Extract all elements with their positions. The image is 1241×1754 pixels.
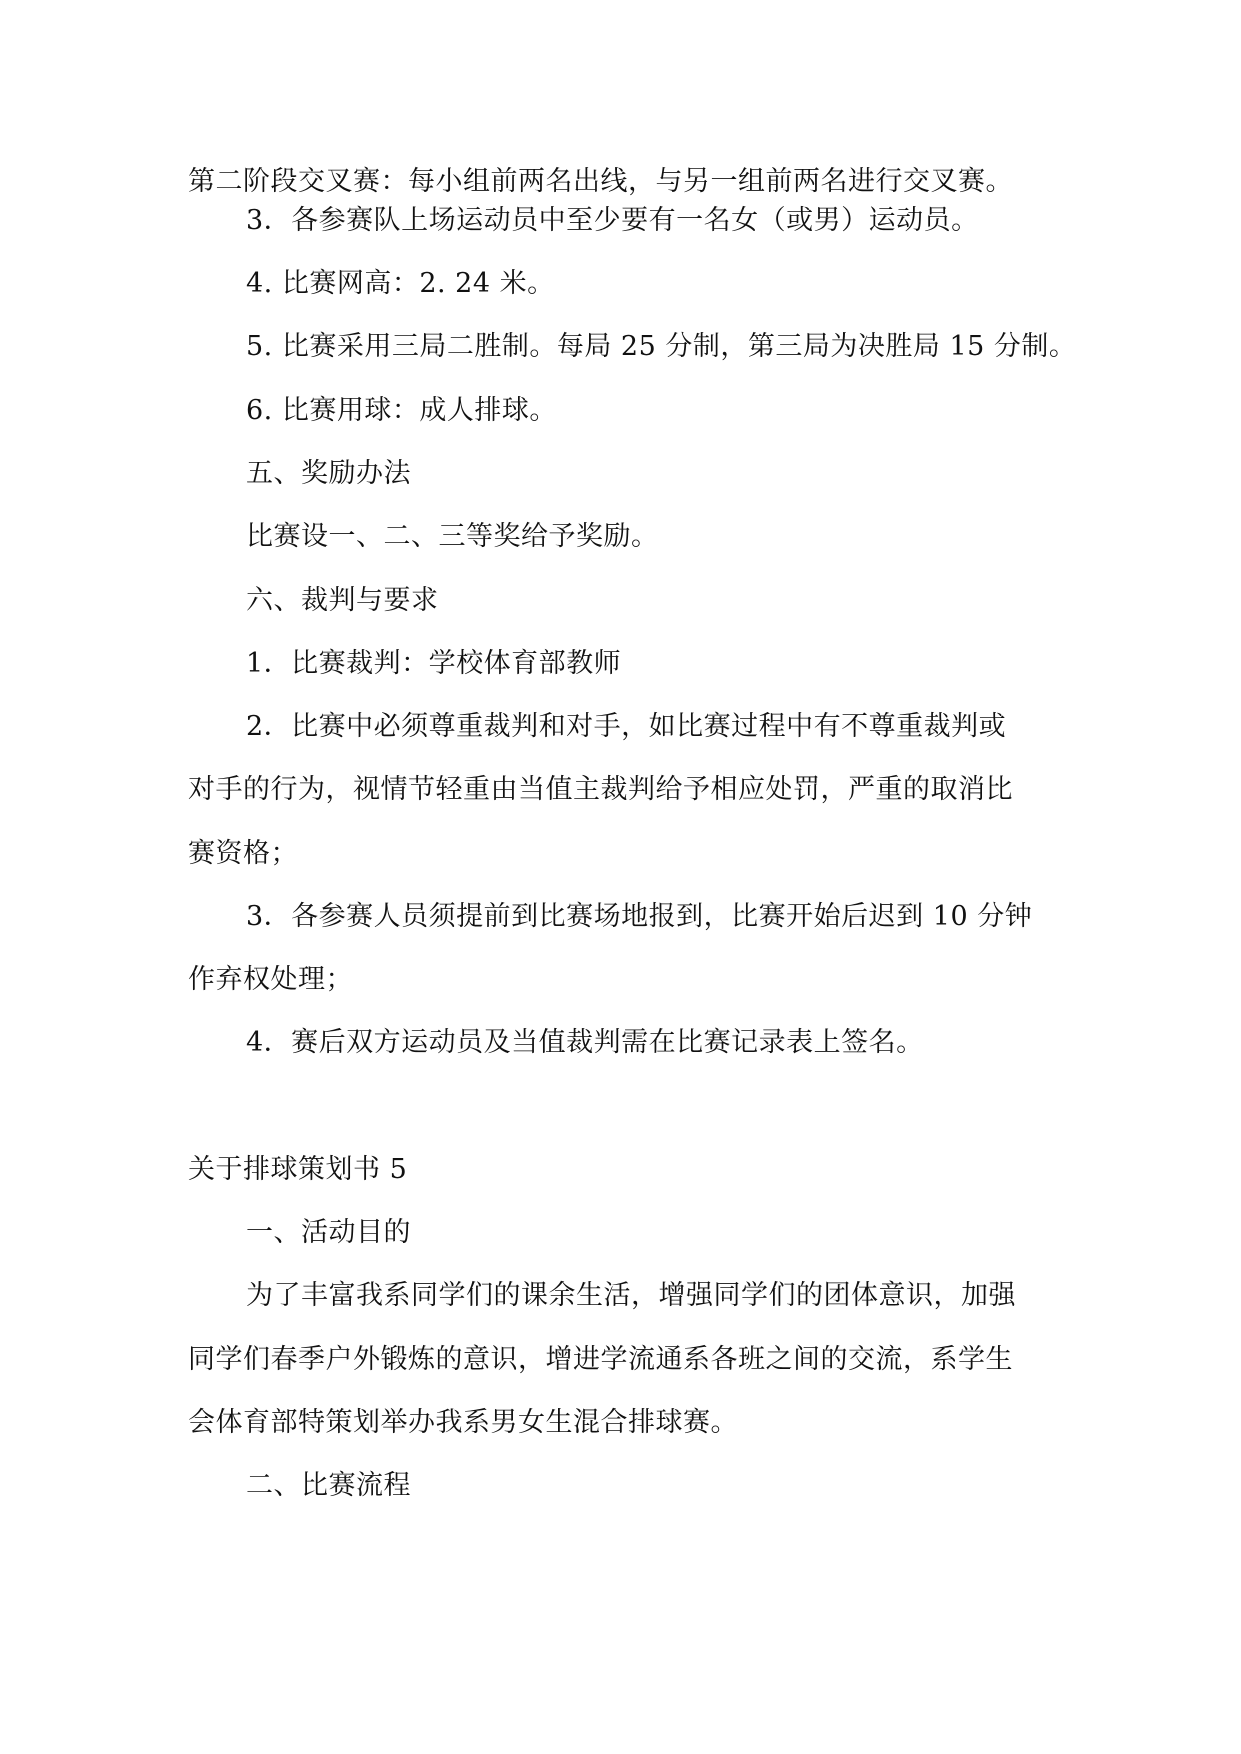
paragraph-line: 作弃权处理；: [188, 964, 353, 995]
paragraph-line: 赛资格；: [188, 838, 298, 869]
paragraph-line: 会体育部特策划举办我系男女生混合排球赛。: [188, 1407, 738, 1438]
paragraph-line: 为了丰富我系同学们的课余生活，增强同学们的团体意识，加强: [246, 1280, 1016, 1311]
paragraph-line: 4．赛后双方运动员及当值裁判需在比赛记录表上签名。: [246, 1027, 924, 1058]
section-heading: 六、裁判与要求: [246, 585, 439, 616]
paragraph-line: 3．各参赛队上场运动员中至少要有一名女（或男）运动员。: [246, 205, 979, 236]
paragraph-line: 同学们春季户外锻炼的意识，增进学流通系各班之间的交流，系学生: [188, 1344, 1013, 1375]
paragraph-line: 第二阶段交叉赛：每小组前两名出线，与另一组前两名进行交叉赛。: [188, 166, 1013, 197]
paragraph-line: 1．比赛裁判：学校体育部教师: [246, 648, 622, 679]
paragraph-line: 5. 比赛采用三局二胜制。每局 25 分制，第三局为决胜局 15 分制。: [246, 331, 1077, 362]
paragraph-line: 对手的行为，视情节轻重由当值主裁判给予相应处罚，严重的取消比: [188, 774, 1013, 805]
section-heading: 二、比赛流程: [246, 1470, 411, 1501]
paragraph-line: 2．比赛中必须尊重裁判和对手，如比赛过程中有不尊重裁判或: [246, 711, 1007, 742]
paragraph-line: 6. 比赛用球：成人排球。: [246, 395, 557, 426]
document-title: 关于排球策划书 5: [188, 1154, 408, 1185]
section-heading: 五、奖励办法: [246, 458, 411, 489]
paragraph-line: 4. 比赛网高：2. 24 米。: [246, 268, 555, 299]
section-heading: 一、活动目的: [246, 1217, 411, 1248]
paragraph-line: 3．各参赛人员须提前到比赛场地报到，比赛开始后迟到 10 分钟: [246, 901, 1033, 932]
paragraph-line: 比赛设一、二、三等奖给予奖励。: [246, 521, 659, 552]
